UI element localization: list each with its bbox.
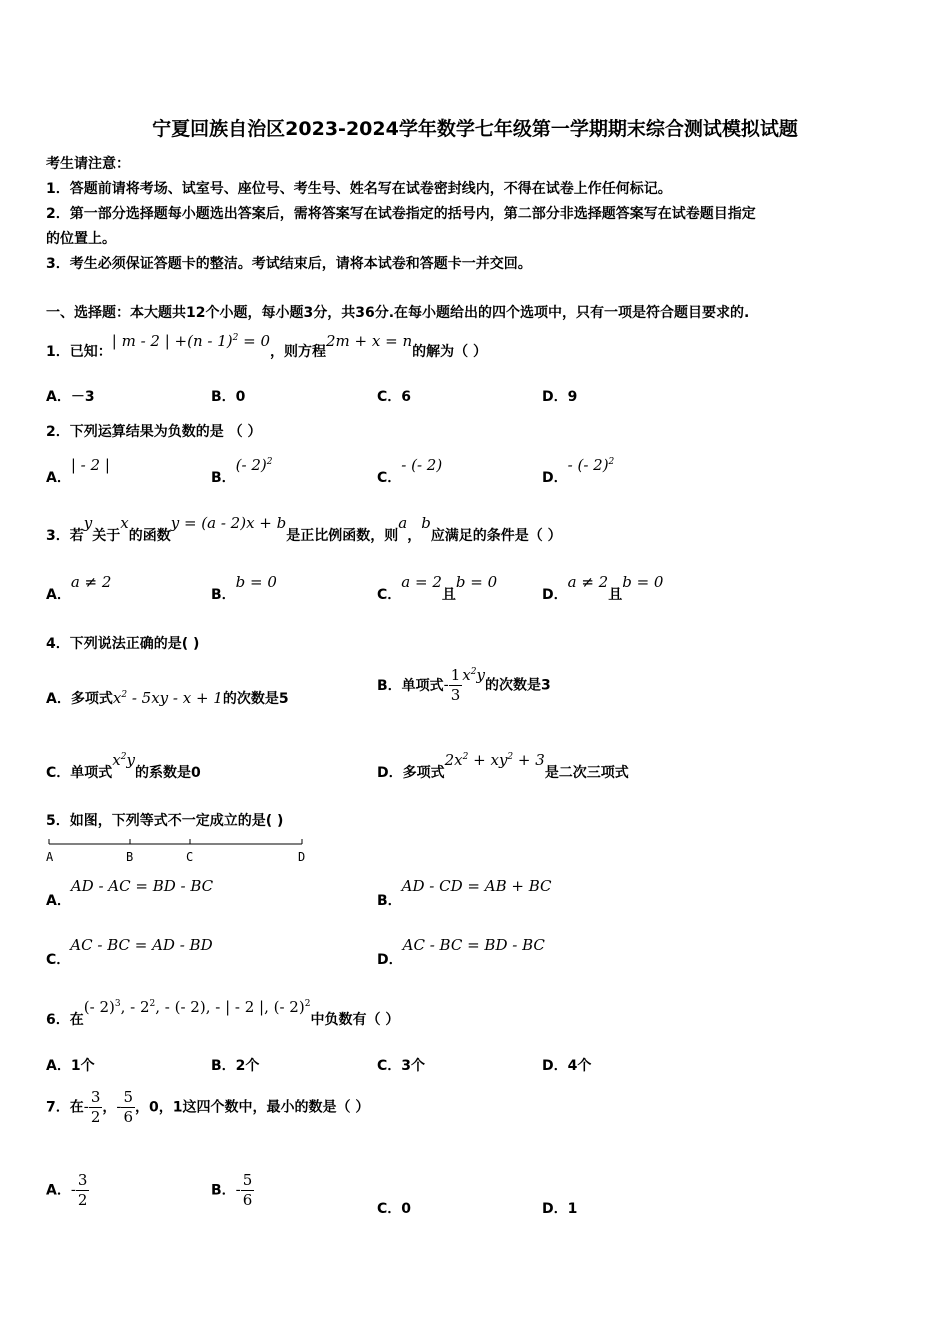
q6-option-a[interactable]: A．1个	[46, 1058, 95, 1074]
notice-item-2: 2．第一部分选择题每小题选出答案后，需将答案写在试卷指定的括号内，第二部分非选择题答案写在试卷题目指定	[46, 206, 756, 222]
q1-option-a[interactable]: A．－3	[46, 389, 95, 405]
q3-option-b[interactable]: B．b = 0	[211, 573, 277, 603]
q5-option-a[interactable]: A．AD - AC = BD - BC	[46, 877, 214, 909]
q6-option-b[interactable]: B．2个	[211, 1058, 260, 1074]
q4-option-d[interactable]: D．多项式$2x^2 + xy^2 + 3$是二次三项式	[377, 751, 629, 781]
q2-option-c[interactable]: C．- (- 2)	[377, 456, 443, 486]
q5-option-c[interactable]: C．AC - BC = AD - BD	[46, 936, 213, 968]
q1-expr1: | m - 2 | +(n - 1)$^2$ = 0	[111, 332, 271, 350]
line-segment-figure	[44, 836, 314, 866]
question-4: 4．下列说法正确的是( )	[46, 636, 200, 652]
q3-option-c[interactable]: C．a = 2且b = 0	[377, 573, 498, 603]
notice-item-1: 1．答题前请将考场、试室号、座位号、考生号、姓名写在试卷密封线内，不得在试卷上作任何标记。	[46, 181, 672, 197]
q2-option-a[interactable]: A．| - 2 |	[46, 456, 110, 486]
q1-mid: ，则方程	[270, 344, 327, 360]
q4-option-b[interactable]: B．单项式- $\frac{1}{3}$ $x^2y$的次数是3	[377, 665, 551, 704]
q2-option-d[interactable]: D．- (- 2)$^2$	[542, 456, 615, 486]
point-label-b: B	[126, 850, 134, 864]
q1-prefix: 1．已知：	[46, 344, 112, 360]
q7-fraction-1: $\frac{3}{2}$	[90, 1088, 101, 1126]
question-7: 7．在- $\frac{3}{2}$ ，- $\frac{5}{6}$ ，0，1这四个数中，最小的数是（ ）	[46, 1088, 370, 1126]
q3-function-expr: y = (a - 2)x + b	[170, 514, 287, 532]
question-1	[46, 331, 487, 360]
point-label-c: C	[186, 850, 194, 864]
notice-item-2-cont: 的位置上。	[46, 231, 116, 247]
notice-item-3: 3．考生必须保证答题卡的整洁。考试结束后，请将本试卷和答题卡一并交回。	[46, 256, 532, 272]
q4-option-c[interactable]: C．单项式$x^2y$的系数是0	[46, 751, 201, 781]
point-label-d: D	[298, 850, 306, 864]
notice-heading: 考生请注意：	[46, 156, 130, 172]
question-3: 3．若y关于x的函数y = (a - 2)x + b是正比例函数，则a，b应满足的条件是（ ）	[46, 514, 562, 544]
q3-option-d[interactable]: D．a ≠ 2且b = 0	[542, 573, 664, 603]
q1-option-d[interactable]: D．9	[542, 389, 578, 405]
q3-option-a[interactable]: A．a ≠ 2	[46, 573, 112, 603]
q6-option-c[interactable]: C．3个	[377, 1058, 426, 1074]
q4-option-a[interactable]: A．多项式$x^2 - 5xy - x + 1$的次数是5	[46, 689, 289, 707]
q7-option-d[interactable]: D．1	[542, 1201, 578, 1217]
point-label-a: A	[46, 850, 54, 864]
q7-fraction-2: $\frac{5}{6}$	[123, 1088, 133, 1126]
q1-option-c[interactable]: C．6	[377, 389, 412, 405]
section-heading: 一、选择题：本大题共12个小题，每小题3分，共36分.在每小题给出的四个选项中，只有一项是符合题目要求的.	[46, 305, 750, 321]
question-2: 2．下列运算结果为负数的是 （ ）	[46, 424, 262, 440]
q7-option-a[interactable]: A．- $\frac{3}{2}$	[46, 1171, 88, 1209]
q7-option-c[interactable]: C．0	[377, 1201, 412, 1217]
q5-option-d[interactable]: D．AC - BC = BD - BC	[377, 936, 545, 968]
question-6: 6．在(- 2)$^3$, - $2^2$, - (- 2), - | - 2 |, (- 2)$^2$中负数有（ ）	[46, 998, 400, 1028]
exam-title: 宁夏回族自治区2023-2024学年数学七年级第一学期期末综合测试模拟试题	[152, 118, 798, 140]
question-5: 5．如图，下列等式不一定成立的是( )	[46, 813, 284, 829]
q6-option-d[interactable]: D．4个	[542, 1058, 592, 1074]
q5-option-b[interactable]: B．AD - CD = AB + BC	[377, 877, 552, 909]
q7-option-b[interactable]: B．- $\frac{5}{6}$	[211, 1171, 253, 1209]
q1-option-b[interactable]: B．0	[211, 389, 246, 405]
q1-expr2: 2m + x = n	[326, 332, 413, 350]
q1-suffix: 的解为（ ）	[412, 344, 487, 360]
q2-option-b[interactable]: B．(- 2)$^2$	[211, 456, 273, 486]
q6-number-list: (- 2)$^3$, - $2^2$, - (- 2), - | - 2 |, (- 2)$^2$	[83, 998, 311, 1016]
